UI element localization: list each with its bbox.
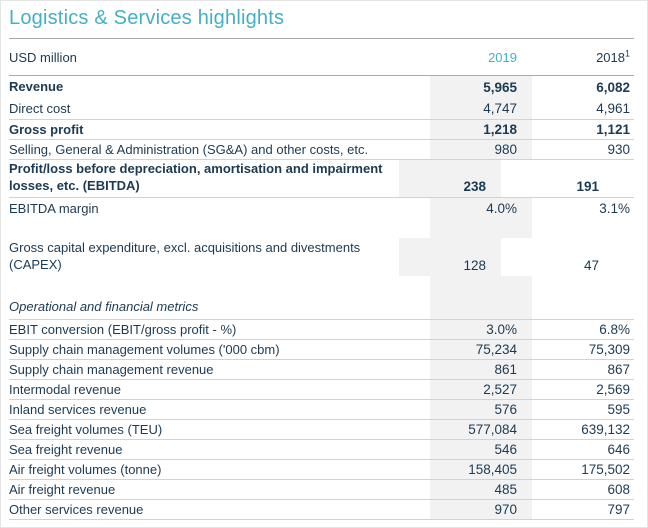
- row-label: Air freight volumes (tonne): [9, 461, 162, 477]
- row-value-2018: 646: [607, 442, 630, 457]
- column-header-2019: 2019: [488, 49, 517, 65]
- row-value-2019: 577,084: [430, 420, 532, 439]
- row-label: Intermodal revenue: [9, 381, 122, 397]
- row-label: Supply chain management revenue: [9, 361, 214, 377]
- row-value-2019: 546: [430, 440, 532, 459]
- row-label: Selling, General & Administration (SG&A) and other costs, etc.: [9, 141, 369, 157]
- row-label: Direct cost: [9, 100, 71, 116]
- row-label: [9, 276, 430, 295]
- page-title: Logistics & Services highlights: [9, 7, 285, 29]
- row-label: Sea freight volumes (TEU): [9, 421, 163, 437]
- table-row: [9, 238, 634, 276]
- row-value-2018: 47: [583, 258, 599, 273]
- row-label: Other services revenue: [9, 501, 144, 517]
- row-value-2018: 191: [576, 179, 599, 194]
- row-label: Operational and financial metrics: [9, 299, 199, 315]
- row-value-2018: 175,502: [581, 462, 630, 477]
- table-header-row: [9, 39, 634, 76]
- table-row: [9, 219, 634, 238]
- row-label: Profit/loss before depreciation, amortisation and impairment losses, etc. (EBITDA): [9, 160, 383, 194]
- table-row: [9, 160, 634, 198]
- row-value-2018: [532, 276, 634, 295]
- row-value-2019: 4,747: [430, 98, 532, 119]
- row-value-2019: 970: [430, 500, 532, 519]
- row-label: Revenue: [9, 79, 64, 95]
- row-label: EBITDA margin: [9, 200, 99, 216]
- row-value-2019: 238: [399, 160, 501, 197]
- table-row: [9, 76, 634, 98]
- row-value-2019: [430, 219, 532, 238]
- row-value-2018: 75,309: [588, 342, 630, 357]
- row-value-2019: 2,527: [430, 380, 532, 399]
- row-value-2019: [430, 276, 532, 295]
- row-label: Gross capital expenditure, excl. acquisitions and divestments (CAPEX): [9, 239, 361, 273]
- table-row: [9, 320, 634, 340]
- row-value-2019: 1,218: [430, 120, 532, 139]
- row-value-2018: [532, 295, 634, 319]
- row-label: [9, 219, 430, 238]
- row-value-2018: 2,569: [596, 382, 630, 397]
- row-value-2018: 3.1%: [599, 201, 630, 216]
- row-value-2018: 639,132: [581, 422, 630, 437]
- row-label: Air freight revenue: [9, 481, 116, 497]
- table-row: [9, 98, 634, 120]
- row-value-2018: 930: [607, 142, 630, 157]
- table-row: [9, 480, 634, 500]
- row-value-2019: 5,965: [430, 76, 532, 98]
- unit-label: USD million: [9, 49, 77, 65]
- row-value-2018: 595: [607, 402, 630, 417]
- row-value-2019: [430, 295, 532, 319]
- table-row: [9, 120, 634, 140]
- table-row: [9, 340, 634, 360]
- row-value-2019: 980: [430, 140, 532, 159]
- row-value-2018: 6,082: [596, 79, 630, 95]
- table-row: [9, 420, 634, 440]
- row-value-2018: 797: [607, 502, 630, 517]
- row-label: Inland services revenue: [9, 401, 147, 417]
- row-value-2018: [532, 219, 634, 238]
- table-row: [9, 460, 634, 480]
- column-header-2018-text: 2018: [596, 49, 625, 65]
- row-value-2018: 1,121: [596, 122, 630, 137]
- row-value-2019: 3.0%: [430, 320, 532, 339]
- table-row: [9, 380, 634, 400]
- table-row: [9, 140, 634, 160]
- row-value-2019: 128: [399, 238, 501, 276]
- row-value-2018: 4,961: [596, 101, 630, 116]
- row-label: EBIT conversion (EBIT/gross profit - %): [9, 321, 237, 337]
- table-row: [9, 500, 634, 520]
- row-label: Gross profit: [9, 121, 84, 137]
- row-label: Sea freight revenue: [9, 441, 123, 457]
- table-row: [9, 276, 634, 295]
- column-header-2018: [532, 50, 634, 65]
- row-value-2019: 485: [430, 480, 532, 499]
- table-row: [9, 440, 634, 460]
- table-row: [9, 400, 634, 420]
- row-value-2019: 75,234: [430, 340, 532, 359]
- row-value-2019: 861: [430, 360, 532, 379]
- row-value-2018: 608: [607, 482, 630, 497]
- row-value-2019: 576: [430, 400, 532, 419]
- row-value-2019: 158,405: [430, 460, 532, 479]
- row-label: Supply chain management volumes ('000 cbm): [9, 341, 280, 357]
- table-row: [9, 360, 634, 380]
- table-body: [9, 76, 634, 520]
- footnote-marker: 1: [624, 48, 630, 59]
- row-value-2018: 6.8%: [599, 322, 630, 337]
- row-value-2018: 867: [607, 362, 630, 377]
- table-row: [9, 198, 634, 219]
- row-value-2019: 4.0%: [430, 198, 532, 219]
- table-row: [9, 295, 634, 320]
